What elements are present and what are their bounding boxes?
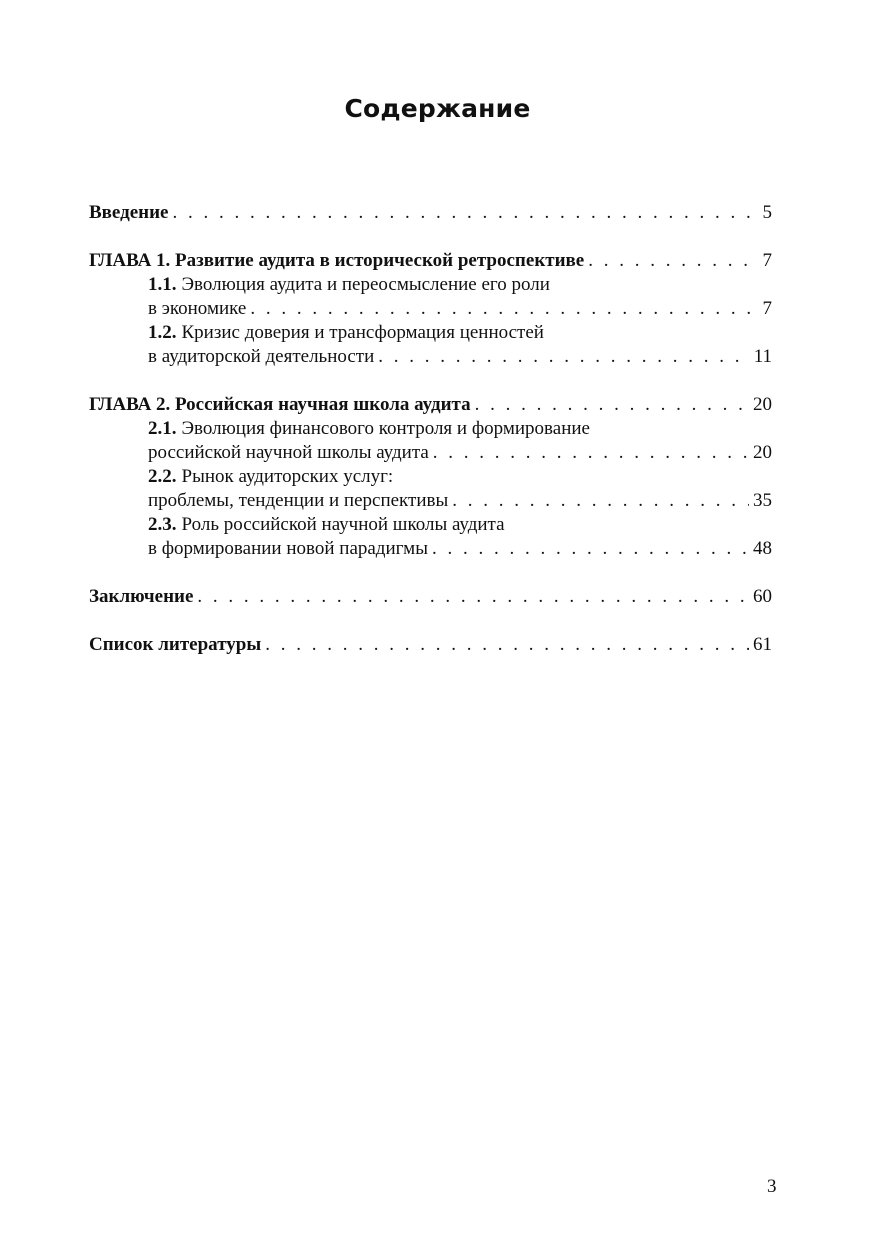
toc-entry-section-1-1[interactable] (89, 273, 772, 297)
toc-entry-section-1-1-cont[interactable] (89, 297, 772, 321)
toc-entry-section-2-3-cont[interactable] (89, 537, 772, 561)
toc-entry-chapter-2[interactable] (89, 393, 772, 417)
toc-leader-dots (173, 201, 759, 225)
toc-leader-dots (265, 633, 749, 657)
toc-section-number: 1.2. (148, 322, 177, 343)
toc-leader-dots (475, 393, 749, 417)
toc-entry-conclusion[interactable] (89, 585, 772, 609)
toc-page-number: 11 (753, 346, 772, 367)
toc-entry-label: ГЛАВА 2. Российская научная школа аудита (89, 394, 471, 415)
toc-page-number: 7 (762, 250, 772, 271)
toc-entry-label: Роль российской научной школы аудита (181, 514, 505, 535)
toc-entry-label: Список литературы (89, 634, 262, 655)
toc-entry-label: российской научной школы аудита (148, 442, 429, 463)
toc-entry-label: Кризис доверия и трансформация ценностей (181, 322, 544, 343)
page-title: Содержание (344, 94, 531, 123)
toc-section-number: 1.1. (148, 274, 177, 295)
toc-entry-section-1-2[interactable] (89, 321, 772, 345)
toc-leader-dots (378, 345, 749, 369)
toc-page-number: 60 (753, 586, 772, 607)
toc-page-number: 20 (753, 394, 772, 415)
toc-entry-section-2-1[interactable] (89, 417, 772, 441)
toc-entry-label: проблемы, тенденции и перспективы (148, 490, 449, 511)
toc-entry-references[interactable] (89, 633, 772, 657)
toc-entry-label: в экономике (148, 298, 247, 319)
toc-entry-chapter-1[interactable] (89, 249, 772, 273)
toc-page-number: 7 (762, 298, 772, 319)
toc-entry-label: Введение (89, 202, 169, 223)
toc-entry-label: Эволюция аудита и переосмысление его роли (181, 274, 550, 295)
toc-entry-label: Эволюция финансового контроля и формирование (181, 418, 590, 439)
toc-entry-section-1-2-cont[interactable] (89, 345, 772, 369)
toc-leader-dots (588, 249, 758, 273)
toc-entry-label: в аудиторской деятельности (148, 346, 375, 367)
toc-section-number: 2.3. (148, 514, 177, 535)
toc-page-number: 20 (753, 442, 772, 463)
toc-page-number: 61 (753, 634, 772, 655)
toc-section-number: 2.2. (148, 466, 177, 487)
toc-entry-introduction[interactable] (89, 201, 772, 225)
toc-leader-dots (250, 297, 758, 321)
toc-entry-section-2-1-cont[interactable] (89, 441, 772, 465)
toc-section-number: 2.1. (148, 418, 177, 439)
toc-leader-dots (452, 489, 749, 513)
table-of-contents (89, 201, 772, 657)
toc-entry-section-2-2[interactable] (89, 465, 772, 489)
toc-page-number: 35 (753, 490, 772, 511)
toc-entry-label: Рынок аудиторских услуг: (181, 466, 394, 487)
toc-leader-dots (432, 537, 749, 561)
toc-entry-label: Заключение (89, 586, 194, 607)
toc-page-number: 48 (753, 538, 772, 559)
toc-entry-section-2-2-cont[interactable] (89, 489, 772, 513)
toc-entry-label: ГЛАВА 1. Развитие аудита в исторической ретроспективе (89, 250, 585, 271)
toc-leader-dots (433, 441, 749, 465)
page-number: 3 (767, 1176, 777, 1197)
toc-entry-label: в формировании новой парадигмы (148, 538, 428, 559)
toc-entry-section-2-3[interactable] (89, 513, 772, 537)
toc-page-number: 5 (762, 202, 772, 223)
toc-leader-dots (197, 585, 749, 609)
